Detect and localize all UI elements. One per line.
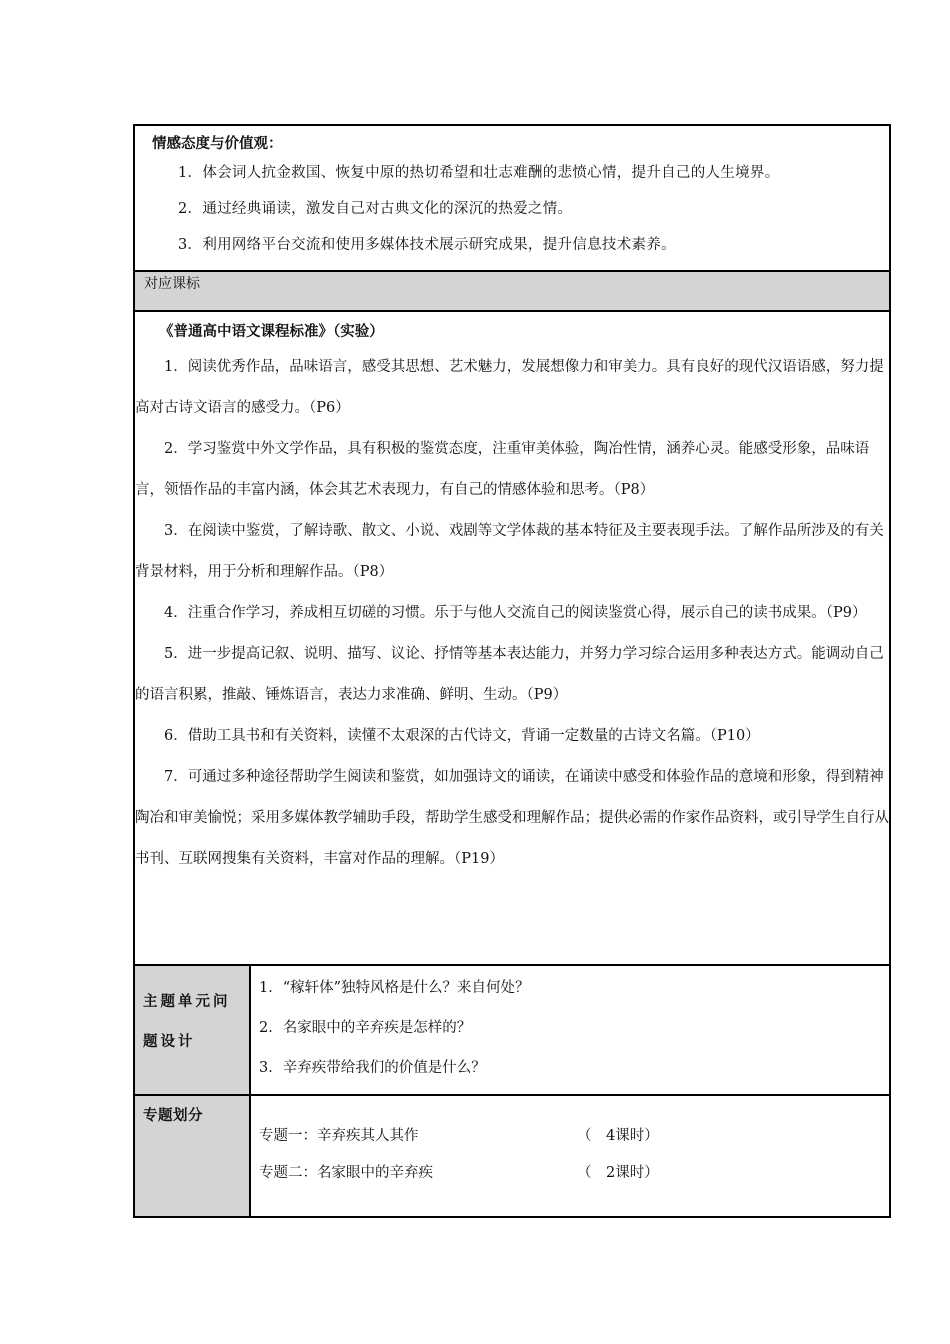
topic-hours-1: （ 4课时） <box>577 1128 659 1144</box>
topics-label: 专题划分 <box>143 1108 203 1124</box>
emotion-item-1: 1．体会词人抗金救国、恢复中原的热切希望和壮志难酬的悲愤心情，提升自己的人生境界。 <box>178 165 780 181</box>
question-item-1: 1．“稼轩体”独特风格是什么？来自何处？ <box>259 980 530 996</box>
lesson-plan-table <box>133 124 891 1218</box>
emotion-cell <box>134 125 890 271</box>
standard-header-label: 对应课标 <box>144 276 200 292</box>
standard-para-6: 6．借助工具书和有关资料，读懂不太艰深的古代诗文，背诵一定数量的古诗文名篇。（P10） <box>164 728 760 744</box>
topics-row <box>134 1095 890 1217</box>
topic-name-1: 专题一：辛弃疾其人其作 <box>259 1128 419 1144</box>
emotion-heading: 情感态度与价值观： <box>152 136 283 152</box>
topic-item-2 <box>259 1155 889 1192</box>
questions-label-line2: 题设计 <box>143 1034 196 1050</box>
topics-label-cell <box>134 1095 250 1217</box>
topic-hours-2: （ 2课时） <box>577 1165 659 1181</box>
questions-label-line1: 主题单元问 <box>143 994 231 1010</box>
topic-item-1 <box>259 1118 889 1155</box>
standard-cell <box>134 311 890 965</box>
lesson-plan-document <box>133 124 889 1218</box>
question-item-2: 2．名家眼中的辛弃疾是怎样的？ <box>259 1020 472 1036</box>
question-item-3: 3．辛弃疾带给我们的价值是什么？ <box>259 1060 486 1076</box>
standard-para-4: 4．注重合作学习，养成相互切磋的习惯。乐于与他人交流自己的阅读鉴赏心得，展示自己的读书成果。（P9） <box>164 605 867 621</box>
standard-title: 《普通高中语文课程标准》（实验） <box>159 324 384 340</box>
questions-cell <box>250 965 890 1095</box>
questions-row <box>134 965 890 1095</box>
emotion-item-2: 2．通过经典诵读，激发自己对古典文化的深沉的热爱之情。 <box>178 201 573 217</box>
standard-para-1: 1．阅读优秀作品，品味语言，感受其思想、艺术魅力，发展想像力和审美力。具有良好的现代汉语语感，努力提高对古诗文语言的感受力。（P6） <box>135 359 884 416</box>
standard-row <box>134 311 890 965</box>
topic-name-2: 专题二：名家眼中的辛弃疾 <box>259 1165 433 1181</box>
emotion-item-3: 3．利用网络平台交流和使用多媒体技术展示研究成果，提升信息技术素养。 <box>178 237 676 253</box>
standard-para-2: 2．学习鉴赏中外文学作品，具有积极的鉴赏态度，注重审美体验，陶冶性情，涵养心灵。能感受形象，品味语言，领悟作品的丰富内涵，体会其艺术表现力，有自己的情感体验和思考。（P8） <box>135 441 870 498</box>
standard-para-7: 7．可通过多种途径帮助学生阅读和鉴赏，如加强诗文的诵读，在诵读中感受和体验作品的意境和形象，得到精神陶冶和审美愉悦；采用多媒体教学辅助手段，帮助学生感受和理解作品；提供必需的作家作品资料，或引导学生自行从书刊、互联网搜集有关资料，丰富对作品的理解。（P19） <box>135 769 889 867</box>
standard-para-3: 3．在阅读中鉴赏，了解诗歌、散文、小说、戏剧等文学体裁的基本特征及主要表现手法。了解作品所涉及的有关背景材料，用于分析和理解作品。（P8） <box>135 523 884 580</box>
standard-para-5: 5．进一步提高记叙、说明、描写、议论、抒情等基本表达能力，并努力学习综合运用多种表达方式。能调动自己的语言积累，推敲、锤炼语言，表达力求准确、鲜明、生动。（P9） <box>135 646 884 703</box>
standard-header-cell <box>134 271 890 311</box>
topics-cell <box>250 1095 890 1217</box>
standard-header-row <box>134 271 890 311</box>
questions-label-cell <box>134 965 250 1095</box>
emotion-row <box>134 125 890 271</box>
